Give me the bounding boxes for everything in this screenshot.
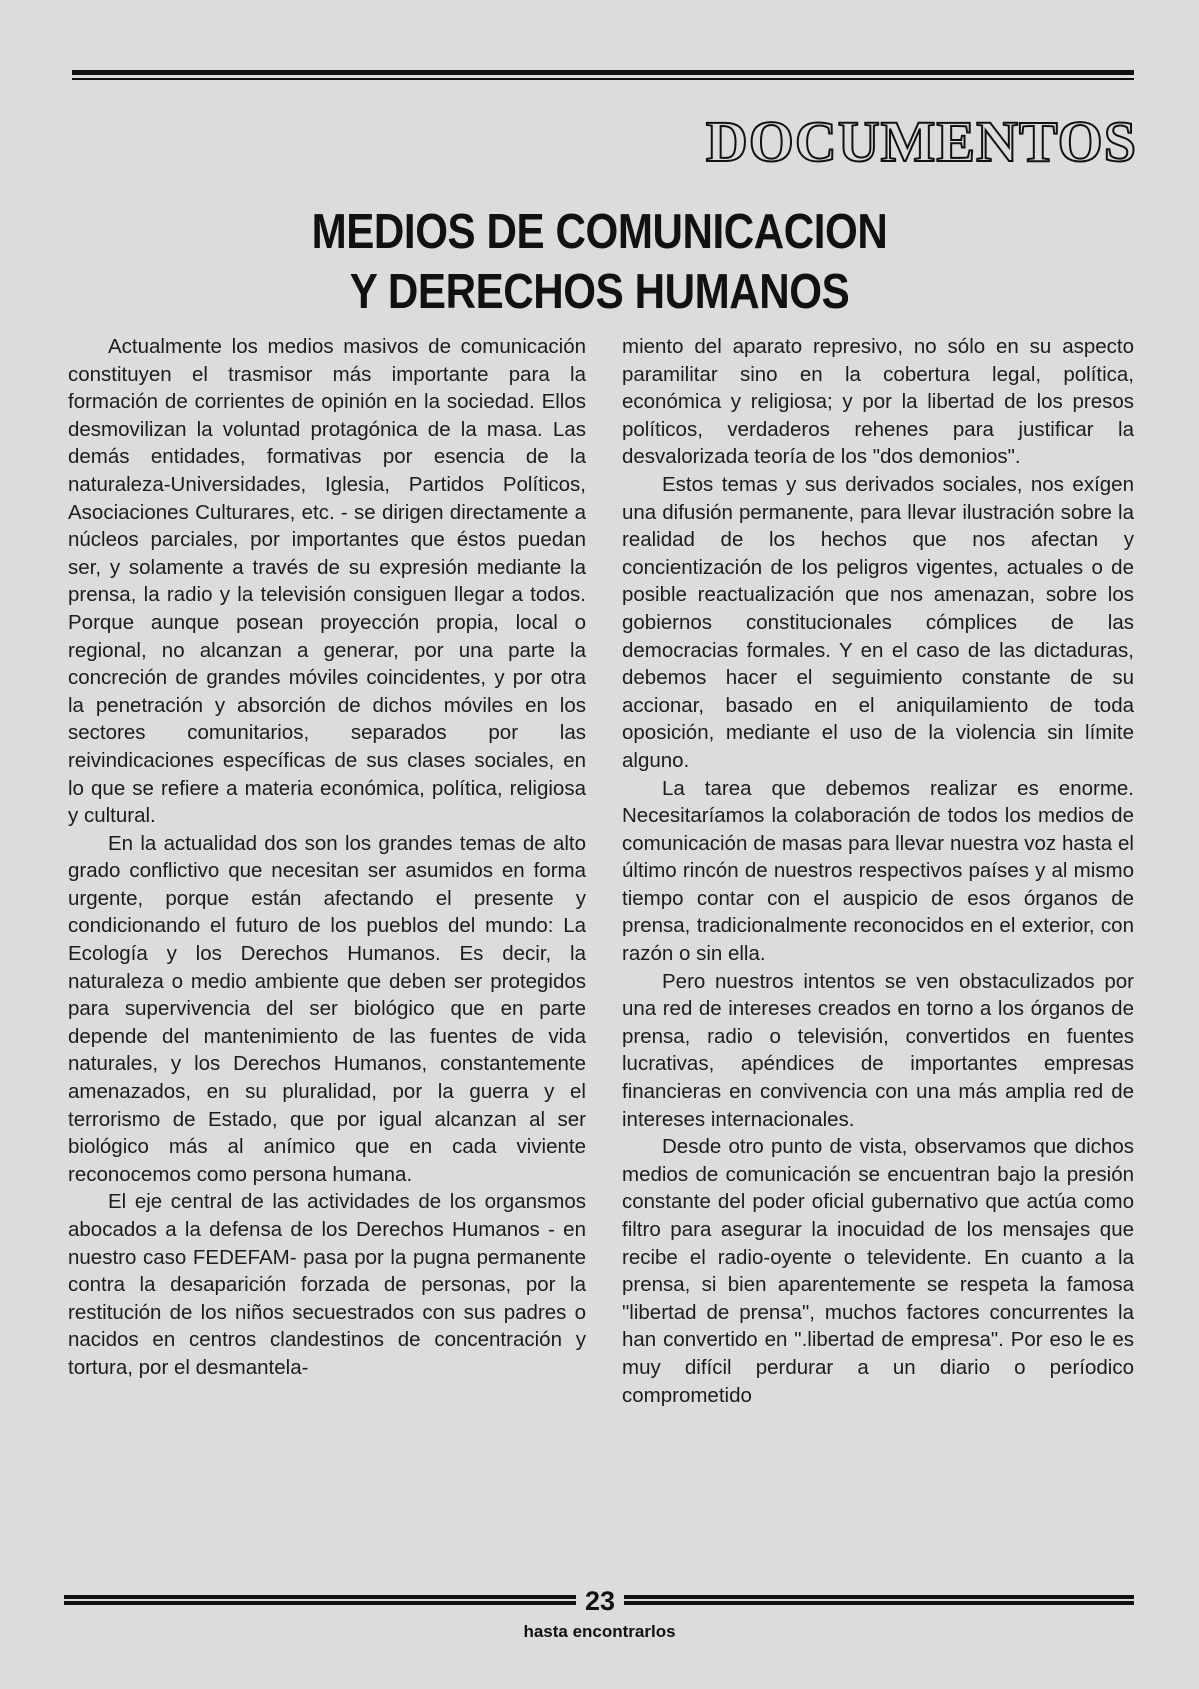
article-title bbox=[84, 202, 1115, 322]
footer-rule-left bbox=[64, 1595, 576, 1605]
footer-rule-right bbox=[624, 1595, 1134, 1605]
title-line-2: Y DERECHOS HUMANOS bbox=[349, 265, 850, 319]
paragraph: En la actualidad dos son los grandes temas de alto grado conflictivo que necesitan ser asumidos en forma urgente, porque están afectando el presente y condicionando el futuro de los pueblos del mundo: La Ecología y los Derechos Humanos. Es decir, la naturaleza o medio ambiente que deben ser protegidos para supervivencia del ser biológico que en parte depende del mantenimiento de las fuentes de vida naturales, y los Derechos Humanos, constantemente amenazados, en su pluralidad, por la guerra y el terrorismo de Estado, que por igual alcanzan al ser biológico más al anímico que en cada viviente reconocemos como persona humana. bbox=[68, 831, 586, 1186]
paragraph: Actualmente los medios masivos de comunicación constituyen el trasmisor más importante para la formación de corrientes de opinión en la sociedad. Ellos desmovilizan la voluntad protagónica de la masa. Las demás entidades, formativas por esencia de la naturaleza-Universidades, Iglesia, Partidos Políticos, Asociaciones Culturares, etc. - se dirigen directamente a núcleos parciales, por importantes que éstos puedan ser, y solamente a través de su expresión mediante la prensa, la radio y la televisión consiguen llegar a todos. Porque aunque posean proyección propia, local o regional, no alcanzan a generar, por una parte la concreción de grandes móviles coincidentes, y por otra la penetración y absorción de dichos móviles en los sectores comunitarios, separados por las reivindicaciones específicas de sus clases sociales, en lo que se refiere a materia económica, política, religiosa y cultural. bbox=[68, 335, 586, 828]
top-rule bbox=[72, 70, 1134, 80]
section-label: DOCUMENTOS bbox=[705, 109, 1137, 174]
right-column bbox=[622, 333, 1134, 1409]
left-column bbox=[68, 333, 586, 1382]
paragraph: Pero nuestros intentos se ven obstaculizados por una red de intereses creados en torno a los órganos de prensa, radio o televisión, convertidos en fuentes lucrativas, apéndices de importantes empresas financieras en convivencia con una más amplia red de intereses internacionales. bbox=[622, 969, 1134, 1131]
page-number: 23 bbox=[584, 1586, 616, 1616]
footer-caption: hasta encontrarlos bbox=[523, 1622, 676, 1641]
paragraph: Estos temas y sus derivados sociales, nos exígen una difusión permanente, para llevar ilustración sobre la realidad de los hechos que nos afectan y concientización de los peligros vigentes, actuales o de posible reactualización que nos amenazan, sobre los gobiernos constitucionales cómplices de las democracias formales. Y en el caso de las dictaduras, debemos hacer el seguimiento constante de su accionar, basado en el aniquilamiento de toda oposición, mediante el uso de la violencia sin límite alguno. bbox=[622, 472, 1134, 772]
paragraph: Desde otro punto de vista, observamos que dichos medios de comunicación se encuentran bajo la presión constante del poder oficial gubernativo que actúa como filtro para asegurar la inocuidad de los mensajes que recibe el radio-oyente o televidente. En cuanto a la prensa, si bien aparentemente se respeta la famosa "libertad de prensa", muchos factores concurrentes la han convertido en ".libertad de empresa". Por eso le es muy difícil perdurar a un diario o períodico comprometido bbox=[622, 1135, 1134, 1407]
paragraph: El eje central de las actividades de los organsmos abocados a la defensa de los Derechos Humanos - en nuestro caso FEDEFAM- pasa por la pugna permanente contra la desaparición forzada de personas, por la restitución de los niños secuestrados con sus padres o nacidos en centros clandestinos de concentración y tortura, por el desmantela- bbox=[68, 1190, 586, 1379]
paragraph: La tarea que debemos realizar es enorme. Necesitaríamos la colaboración de todos los medios de comunicación de masas para llevar nuestra voz hasta el último rincón de nuestros respectivos países y al mismo tiempo contar con el auspicio de esos órganos de prensa, tradicionalmente reconocidos en el exterior, con razón o sin ella. bbox=[622, 776, 1134, 966]
title-line-1: MEDIOS DE COMUNICACION bbox=[311, 205, 888, 259]
paragraph: miento del aparato represivo, no sólo en su aspecto paramilitar sino en la cobertura legal, política, económica y religiosa; y por la libertad de los presos políticos, verdaderos rehenes para justificar la desvalorizada teoría de los "dos demonios". bbox=[622, 335, 1134, 469]
